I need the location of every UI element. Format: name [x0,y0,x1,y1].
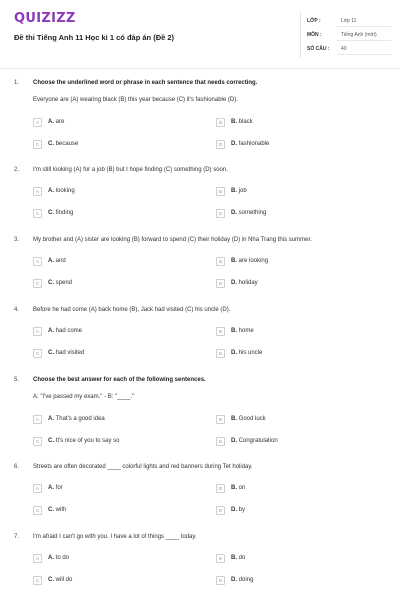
option-prefix: D. [231,350,237,356]
option-prefix: C. [48,280,54,286]
option-prefix: B. [231,188,237,194]
option-label [231,119,253,125]
question-text: Streets are often decorated ____ colorful lights and red banners during Tet holiday. [33,464,253,470]
option-prefix: A. [48,485,54,491]
option-checkbox[interactable]: A [33,187,42,196]
option-checkbox[interactable]: B [216,554,225,563]
option-prefix: D. [231,438,237,444]
option-label [231,555,245,561]
option-label [48,555,69,561]
question-text: Before he had come (A) back home (B), Jack had visited (C) his uncle (D). [33,307,231,313]
option-text: job [238,188,247,194]
option-prefix: B. [231,485,237,491]
option-checkbox[interactable]: A [33,554,42,563]
option-checkbox[interactable]: D [216,506,225,515]
option-label [48,416,105,422]
option-text: with [55,507,67,513]
page-title: Đề thi Tiếng Anh 11 Học kì 1 có đáp án (Đề 2) [14,33,175,42]
option-text: to do [55,555,70,561]
option-checkbox[interactable]: C [33,506,42,515]
option-label [48,119,64,125]
section-instruction: Choose the best answer for each of the following sentences. [33,377,206,383]
option-checkbox[interactable]: A [33,484,42,493]
option-label [231,438,278,444]
option-text: fashionable [238,141,270,147]
option-label [231,280,258,286]
option-checkbox[interactable]: D [216,140,225,149]
option-label [231,141,269,147]
option-label [48,141,78,147]
option-text: doing [238,577,254,583]
option-label [48,577,72,583]
option-text: looking [55,188,75,194]
option-label [231,577,253,583]
option-prefix: B. [231,555,237,561]
option-label [48,485,63,491]
question-text: I'm still looking (A) for a job (B) but I hope finding (C) something (D) soon. [33,167,228,173]
meta-row-subject [307,28,393,42]
option-text: for [55,485,63,491]
meta-row-count [307,42,393,56]
option-text: his uncle [238,350,263,356]
option-checkbox[interactable]: A [33,327,42,336]
option-prefix: B. [231,119,237,125]
option-text: had come [55,328,83,334]
option-checkbox[interactable]: B [216,415,225,424]
option-prefix: A. [48,328,54,334]
meta-value: 40 [341,46,347,52]
option-text: by [238,507,246,513]
meta-key: SỐ CÂU : [307,46,330,52]
option-prefix: D. [231,507,237,513]
question-number: 4. [14,307,20,313]
option-checkbox[interactable]: A [33,257,42,266]
option-checkbox[interactable]: C [33,576,42,585]
option-checkbox[interactable]: B [216,187,225,196]
meta-row-class [307,14,393,28]
question-text: Everyone are (A) wearing black (B) this year because (C) it's fashionable (D). [33,97,238,103]
option-label [231,507,245,513]
option-label [231,328,254,334]
option-label [48,328,82,334]
option-label [48,438,120,444]
meta-value: Tiếng Anh (mới) [341,32,377,38]
option-prefix: C. [48,507,54,513]
option-text: spend [55,280,73,286]
question-number: 3. [14,237,20,243]
option-checkbox[interactable]: D [216,576,225,585]
option-checkbox[interactable]: C [33,209,42,218]
option-checkbox[interactable]: D [216,349,225,358]
option-label [48,258,66,264]
option-text: That's a good idea [55,416,105,422]
option-text: It's nice of you to say so [55,438,120,444]
option-text: black [238,119,253,125]
meta-value: Lớp 11 [341,18,357,24]
option-label [231,210,266,216]
option-prefix: C. [48,210,54,216]
quizizz-logo[interactable]: QUIZIZZ [14,11,76,26]
option-checkbox[interactable]: D [216,209,225,218]
option-prefix: A. [48,416,54,422]
meta-box [300,12,393,58]
option-text: will do [55,577,73,583]
meta-key: LỚP : [307,18,321,24]
option-prefix: B. [231,416,237,422]
option-text: on [238,485,246,491]
option-label [48,210,73,216]
option-prefix: A. [48,555,54,561]
question-number: 2. [14,167,20,173]
option-prefix: C. [48,438,54,444]
question-text: A: "I've passed my exam." - B: "____." [33,394,135,400]
meta-underline [337,26,391,27]
option-checkbox[interactable]: A [33,415,42,424]
option-label [231,485,245,491]
option-checkbox[interactable]: B [216,257,225,266]
option-label [231,350,262,356]
option-label [48,188,75,194]
option-prefix: C. [48,141,54,147]
option-prefix: A. [48,119,54,125]
option-text: home [238,328,254,334]
option-text: finding [55,210,74,216]
option-text: Congratulation [238,438,278,444]
option-label [48,350,84,356]
question-number: 6. [14,464,20,470]
option-prefix: A. [48,188,54,194]
option-prefix: D. [231,280,237,286]
option-checkbox[interactable]: C [33,349,42,358]
option-prefix: D. [231,141,237,147]
option-checkbox[interactable]: D [216,437,225,446]
option-prefix: D. [231,577,237,583]
question-text: I'm afraid I can't go with you. I have a lot of things ____ today. [33,534,197,540]
option-checkbox[interactable]: C [33,140,42,149]
option-checkbox[interactable]: B [216,118,225,127]
question-number: 1. [14,80,20,86]
option-checkbox[interactable]: C [33,279,42,288]
option-checkbox[interactable]: B [216,327,225,336]
question-text: My brother and (A) sister are looking (B) forward to spend (C) their holiday (D) in Nha Trang this summer. [33,237,312,243]
option-text: are [55,119,65,125]
option-label [48,507,66,513]
option-text: do [238,555,246,561]
meta-key: MÔN : [307,32,322,38]
option-label [231,258,268,264]
option-text: something [238,210,267,216]
option-prefix: B. [231,328,237,334]
section-instruction: Choose the underlined word or phrase in each sentence that needs correcting. [33,80,258,86]
question-number: 7. [14,534,20,540]
meta-underline [337,54,391,55]
option-prefix: A. [48,258,54,264]
question-number: 5. [14,377,20,383]
option-label [48,280,72,286]
option-checkbox[interactable]: C [33,437,42,446]
option-prefix: C. [48,350,54,356]
header-divider [0,68,400,69]
option-label [231,416,266,422]
option-text: Good luck [238,416,266,422]
option-text: because [55,141,79,147]
option-text: had visited [55,350,85,356]
option-text: and [55,258,66,264]
option-prefix: D. [231,210,237,216]
option-text: are looking [238,258,269,264]
option-checkbox[interactable]: D [216,279,225,288]
meta-underline [337,40,391,41]
option-text: holiday [238,280,258,286]
option-checkbox[interactable]: A [33,118,42,127]
option-checkbox[interactable]: B [216,484,225,493]
option-label [231,188,247,194]
option-prefix: C. [48,577,54,583]
worksheet-header [0,0,400,66]
option-prefix: B. [231,258,237,264]
